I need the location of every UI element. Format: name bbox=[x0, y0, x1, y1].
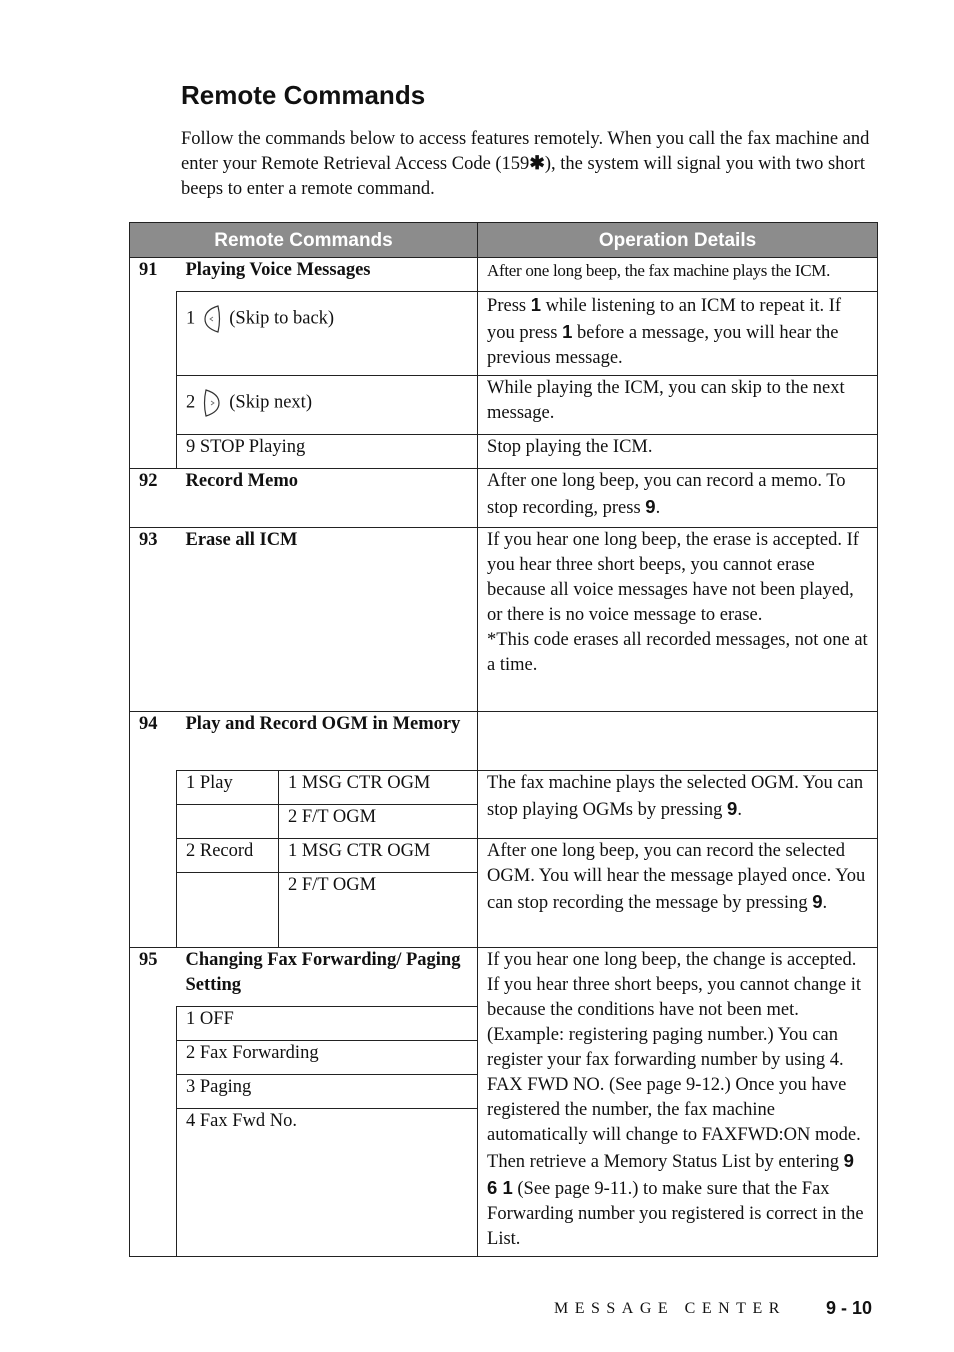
key-label: 9 bbox=[645, 496, 656, 517]
header-operation-details: Operation Details bbox=[478, 223, 878, 258]
page-title: Remote Commands bbox=[181, 80, 426, 110]
indent-cell bbox=[130, 873, 177, 948]
skip-next-button-icon bbox=[201, 388, 223, 418]
footer-section-name: MESSAGE CENTER bbox=[554, 1300, 786, 1317]
command-title-92: Record Memo bbox=[177, 469, 478, 528]
option-number: 2 bbox=[186, 392, 196, 413]
option-number: 1 bbox=[186, 308, 196, 329]
table-header-row bbox=[130, 223, 878, 258]
option-detail-play bbox=[478, 771, 878, 839]
intro-text-1: Follow the commands below to access features remotely. When you call the fax machine and enter your Remote Retrieval Access Code (159 bbox=[181, 129, 870, 174]
option-detail-skip-back bbox=[478, 292, 878, 376]
option-stop: 9 STOP Playing bbox=[177, 435, 478, 469]
command-number-91: 91 bbox=[130, 258, 177, 292]
intro-paragraph bbox=[181, 127, 881, 202]
detail-text: . bbox=[655, 498, 661, 518]
detail-text: . bbox=[737, 800, 742, 820]
indent-cell bbox=[130, 435, 177, 469]
command-detail-94 bbox=[478, 712, 878, 771]
command-detail-92 bbox=[478, 469, 878, 528]
indent-cell bbox=[130, 1075, 177, 1109]
option-fax-forwarding: 2 Fax Forwarding bbox=[177, 1041, 478, 1075]
option-play: 1 Play bbox=[177, 771, 279, 805]
table-row-91-1 bbox=[130, 292, 878, 376]
command-title-93: Erase all ICM bbox=[177, 528, 478, 712]
option-fax-fwd-no: 4 Fax Fwd No. bbox=[177, 1109, 478, 1257]
command-detail-91: After one long beep, the fax machine plays the ICM. bbox=[478, 258, 878, 292]
indent-cell bbox=[130, 1109, 177, 1257]
detail-text: The fax machine plays the selected OGM. You can stop playing OGMs by pressing bbox=[487, 773, 864, 820]
detail-text: If you hear one long beep, the erase is accepted. If you hear three short beeps, you cannot erase because all voice messages have not been played, or there is no voice message to erase. bbox=[487, 530, 859, 625]
detail-text: Press bbox=[487, 296, 531, 316]
command-detail-93 bbox=[478, 528, 878, 712]
empty-cell bbox=[177, 873, 279, 948]
detail-text: After one long beep, you can record the selected OGM. You will hear the message played once. You can stop recording the message by pressing bbox=[487, 841, 866, 913]
option-paging: 3 Paging bbox=[177, 1075, 478, 1109]
command-title-95: Changing Fax Forwarding/ Paging Setting bbox=[177, 948, 478, 1007]
table-row-92 bbox=[130, 469, 878, 528]
option-record-ft: 2 F/T OGM bbox=[279, 873, 478, 948]
option-record: 2 Record bbox=[177, 839, 279, 873]
intro-text-2: ), the system will signal you with two short beeps to enter a remote command. bbox=[181, 154, 865, 199]
key-label: 9 bbox=[812, 891, 823, 912]
detail-text: before a message, you will hear the previous message. bbox=[487, 323, 839, 368]
detail-text: while listening to an ICM to repeat it. If you press bbox=[487, 296, 842, 343]
command-title-94: Play and Record OGM in Memory bbox=[177, 712, 478, 771]
key-label: 1 bbox=[562, 321, 573, 342]
option-skip-next bbox=[177, 376, 478, 435]
table-row-94 bbox=[130, 712, 878, 771]
option-detail-record bbox=[478, 839, 878, 948]
command-number-93: 93 bbox=[130, 528, 177, 712]
indent-cell bbox=[130, 1007, 177, 1041]
table-row-94-record-1 bbox=[130, 839, 878, 873]
table-row-93 bbox=[130, 528, 878, 712]
indent-cell bbox=[130, 839, 177, 873]
detail-text: (See page 9-11.) to make sure that the Fax Forwarding number you registered is correct in the List. bbox=[487, 1179, 864, 1249]
skip-back-button-icon bbox=[201, 304, 223, 334]
header-remote-commands: Remote Commands bbox=[130, 223, 478, 258]
table-row-91-9 bbox=[130, 435, 878, 469]
command-title-91: Playing Voice Messages bbox=[177, 258, 478, 292]
indent-cell bbox=[130, 376, 177, 435]
table-row-95 bbox=[130, 948, 878, 1007]
indent-cell bbox=[130, 1041, 177, 1075]
key-label: 9 bbox=[727, 798, 738, 819]
table-row-91 bbox=[130, 258, 878, 292]
key-label: 9 6 1 bbox=[487, 1150, 854, 1198]
star-key-icon: ✱ bbox=[529, 154, 545, 174]
empty-cell bbox=[177, 805, 279, 839]
detail-note: *This code erases all recorded messages, not one at a time. bbox=[487, 630, 868, 675]
detail-text: . bbox=[822, 893, 828, 913]
command-detail-95 bbox=[478, 948, 878, 1257]
key-label: 1 bbox=[530, 294, 542, 315]
command-number-95: 95 bbox=[130, 948, 177, 1007]
option-off: 1 OFF bbox=[177, 1007, 478, 1041]
option-play-msg-ctr: 1 MSG CTR OGM bbox=[279, 771, 478, 805]
option-detail-stop: Stop playing the ICM. bbox=[478, 435, 878, 469]
detail-text: After one long beep, you can record a memo. To stop recording, press bbox=[487, 471, 846, 518]
option-label: (Skip to back) bbox=[229, 308, 335, 329]
table-row-94-play-1 bbox=[130, 771, 878, 805]
page-number: 9 - 10 bbox=[826, 1298, 873, 1318]
indent-cell bbox=[130, 805, 177, 839]
indent-cell bbox=[130, 292, 177, 376]
command-number-92: 92 bbox=[130, 469, 177, 528]
command-number-94: 94 bbox=[130, 712, 177, 771]
option-skip-back bbox=[177, 292, 478, 376]
remote-commands-table bbox=[129, 222, 878, 1257]
option-record-msg-ctr: 1 MSG CTR OGM bbox=[279, 839, 478, 873]
option-label: (Skip next) bbox=[229, 392, 312, 413]
table-row-91-2 bbox=[130, 376, 878, 435]
option-play-ft: 2 F/T OGM bbox=[279, 805, 478, 839]
indent-cell bbox=[130, 771, 177, 805]
detail-text: If you hear one long beep, the change is accepted. If you hear three short beeps, you cannot change it because the conditions have not been met. (Example: registering paging number.) You can register your fax forwarding number by using 4. FAX FWD NO. (See page 9-12.) Once you have registered the number, the fax machine automatically will change to FAXFWD:ON mode. Then retrieve a Memory Status List by entering bbox=[487, 950, 862, 1172]
option-detail-skip-next: While playing the ICM, you can skip to the next message. bbox=[478, 376, 878, 435]
